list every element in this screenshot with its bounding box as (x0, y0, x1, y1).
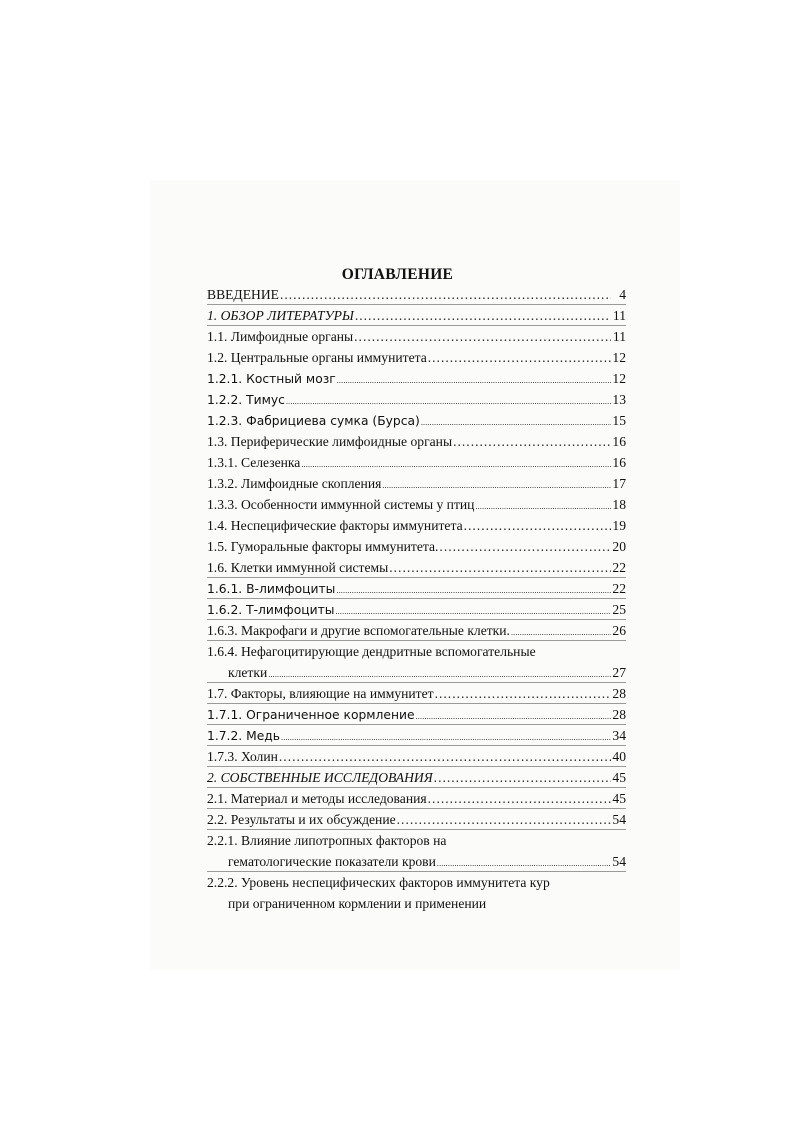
toc-entry-text: 1.6. Клетки иммунной системы (207, 560, 389, 575)
toc-page-number: 45 (612, 770, 626, 785)
toc-leader (382, 475, 611, 496)
toc-entry-text: 2.2.1. Влияние липотропных факторов на (207, 833, 447, 848)
toc-page-number: 28 (612, 707, 626, 722)
toc-leader (434, 767, 611, 788)
toc-entry-1-5 (207, 536, 626, 557)
toc-entry-text: 1.3.2. Лимфоидные скопления (207, 476, 382, 491)
toc-page-number: 25 (612, 602, 626, 617)
toc-entry-1-2 (207, 347, 626, 368)
toc-entry-chapter-1 (207, 305, 626, 326)
toc-leader (286, 391, 611, 412)
toc-entry-text: 1.7.3. Холин (207, 749, 278, 764)
toc-leader (464, 515, 611, 536)
toc-entry-text: 1.4. Неспецифические факторы иммунитета (207, 518, 463, 533)
toc-page-number: 54 (612, 812, 626, 827)
toc-entry-text: ВВЕДЕНИЕ (207, 287, 279, 302)
toc-entry-text: 2.2. Результаты и их обсуждение (207, 812, 396, 827)
toc-page-number: 11 (612, 329, 626, 344)
toc-entry-intro (207, 284, 626, 305)
toc-entry-text: 1.3.1. Селезенка (207, 455, 301, 470)
toc-page-number: 20 (612, 539, 626, 554)
toc-leader (389, 557, 611, 578)
toc-entry-1-1 (207, 326, 626, 347)
toc-entry-1-3-1 (207, 452, 626, 473)
toc-entry-1-2-3 (207, 410, 626, 431)
toc-entry-text: 1.3. Периферические лимфоидные органы (207, 434, 453, 449)
toc-page-number: 18 (612, 497, 626, 512)
toc-entry-2-1 (207, 788, 626, 809)
toc-entry-1-2-2 (207, 389, 626, 410)
toc-entry-text: 1. ОБЗОР ЛИТЕРАТУРЫ (207, 308, 354, 323)
toc-leader (301, 454, 611, 475)
toc-entry-chapter-2 (207, 767, 626, 788)
toc-entry-2-2-1 (207, 830, 626, 872)
toc-page-number: 12 (612, 350, 626, 365)
toc-entry-1-6-4 (207, 641, 626, 683)
toc-entry-1-7-2 (207, 725, 626, 746)
toc-page-number: 26 (612, 623, 626, 638)
toc-page-number: 27 (612, 665, 626, 680)
toc-entry-text: 1.1. Лимфоидные органы (207, 329, 354, 344)
toc-page-number: 11 (612, 308, 626, 323)
toc-page-number: 4 (619, 287, 626, 302)
toc-entry-text: 2.1. Материал и методы исследования (207, 791, 427, 806)
toc-entry-1-6-1 (207, 578, 626, 599)
toc-page-number: 15 (612, 413, 626, 428)
toc-entry-1-2-1 (207, 368, 626, 389)
toc-page-number: 22 (612, 581, 626, 596)
page-title: ОГЛАВЛЕНИЕ (341, 266, 454, 284)
toc-entry-text: 1.5. Гуморальные факторы иммунитета. (207, 539, 439, 554)
toc-entry-1-3-2 (207, 473, 626, 494)
toc-entry-text: 1.2.2. Тимус (207, 393, 285, 407)
toc-leader (337, 370, 611, 391)
toc-entry-1-3-3 (207, 494, 626, 515)
toc-page-number: 45 (612, 791, 626, 806)
toc-page-number: 13 (612, 392, 626, 407)
toc-entry-1-6-2 (207, 599, 626, 620)
toc-entry-1-4 (207, 515, 626, 536)
toc-entry-text: 1.2.3. Фабрициева сумка (Бурса) (207, 414, 420, 428)
toc-page-number: 17 (612, 476, 626, 491)
toc-leader (280, 284, 611, 305)
toc-entry-text: 2.2.2. Уровень неспецифических факторов иммунитета кур (207, 875, 550, 890)
toc-leader (453, 431, 611, 452)
toc-entry-text: 1.6.3. Макрофаги и другие вспомогательные клетки. (207, 623, 510, 638)
toc-entry-1-6 (207, 557, 626, 578)
toc-entry-text: 1.2. Центральные органы иммунитета (207, 350, 427, 365)
toc-page-number: 22 (612, 560, 626, 575)
toc-entry-continuation: при ограниченном кормлении и применении (228, 896, 487, 911)
toc-leader (475, 496, 611, 517)
toc-leader (397, 809, 611, 830)
toc-leader (435, 683, 611, 704)
toc-entry-text: 1.3.3. Особенности иммунной системы у птиц (207, 497, 475, 512)
toc-entry-2-2 (207, 809, 626, 830)
toc-leader (439, 536, 611, 557)
toc-page-number: 12 (612, 371, 626, 386)
toc-entry-text: 1.6.1. В-лимфоциты (207, 582, 336, 596)
toc-leader (428, 788, 611, 809)
toc-entry-text: 1.6.4. Нефагоцитирующие дендритные вспомогательные (207, 644, 536, 659)
toc-entry-1-3 (207, 431, 626, 452)
toc-page-number: 28 (612, 686, 626, 701)
toc-page-number: 54 (612, 854, 626, 869)
toc-entry-1-6-3 (207, 620, 626, 641)
toc-entry-text: 1.6.2. Т-лимфоциты (207, 603, 335, 617)
toc-page-number: 40 (612, 749, 626, 764)
toc-entry-1-7 (207, 683, 626, 704)
toc-leader (355, 305, 611, 326)
toc-leader (279, 746, 611, 767)
toc-entry-text: 1.7.1. Ограниченное кормление (207, 708, 415, 722)
toc-page-number: 19 (612, 518, 626, 533)
toc-entry-1-7-1 (207, 704, 626, 725)
toc-page-number: 16 (612, 434, 626, 449)
toc-leader (354, 326, 611, 347)
toc-entry-1-7-3 (207, 746, 626, 767)
toc-entry-text: 1.7.2. Медь (207, 729, 281, 743)
toc-entry-continuation: гематологические показатели крови (228, 854, 436, 869)
toc-leader (428, 347, 611, 368)
table-of-contents (207, 284, 626, 914)
toc-entry-text: 1.2.1. Костный мозг (207, 372, 336, 386)
toc-entry-text: 2. СОБСТВЕННЫЕ ИССЛЕДОВАНИЯ (207, 770, 433, 785)
toc-entry-continuation: клетки (228, 665, 268, 680)
toc-page-number: 16 (612, 455, 626, 470)
toc-leader (421, 412, 611, 433)
toc-entry-text: 1.7. Факторы, влияющие на иммунитет (207, 686, 434, 701)
toc-entry-2-2-2 (207, 872, 626, 914)
toc-page-number: 34 (612, 728, 626, 743)
